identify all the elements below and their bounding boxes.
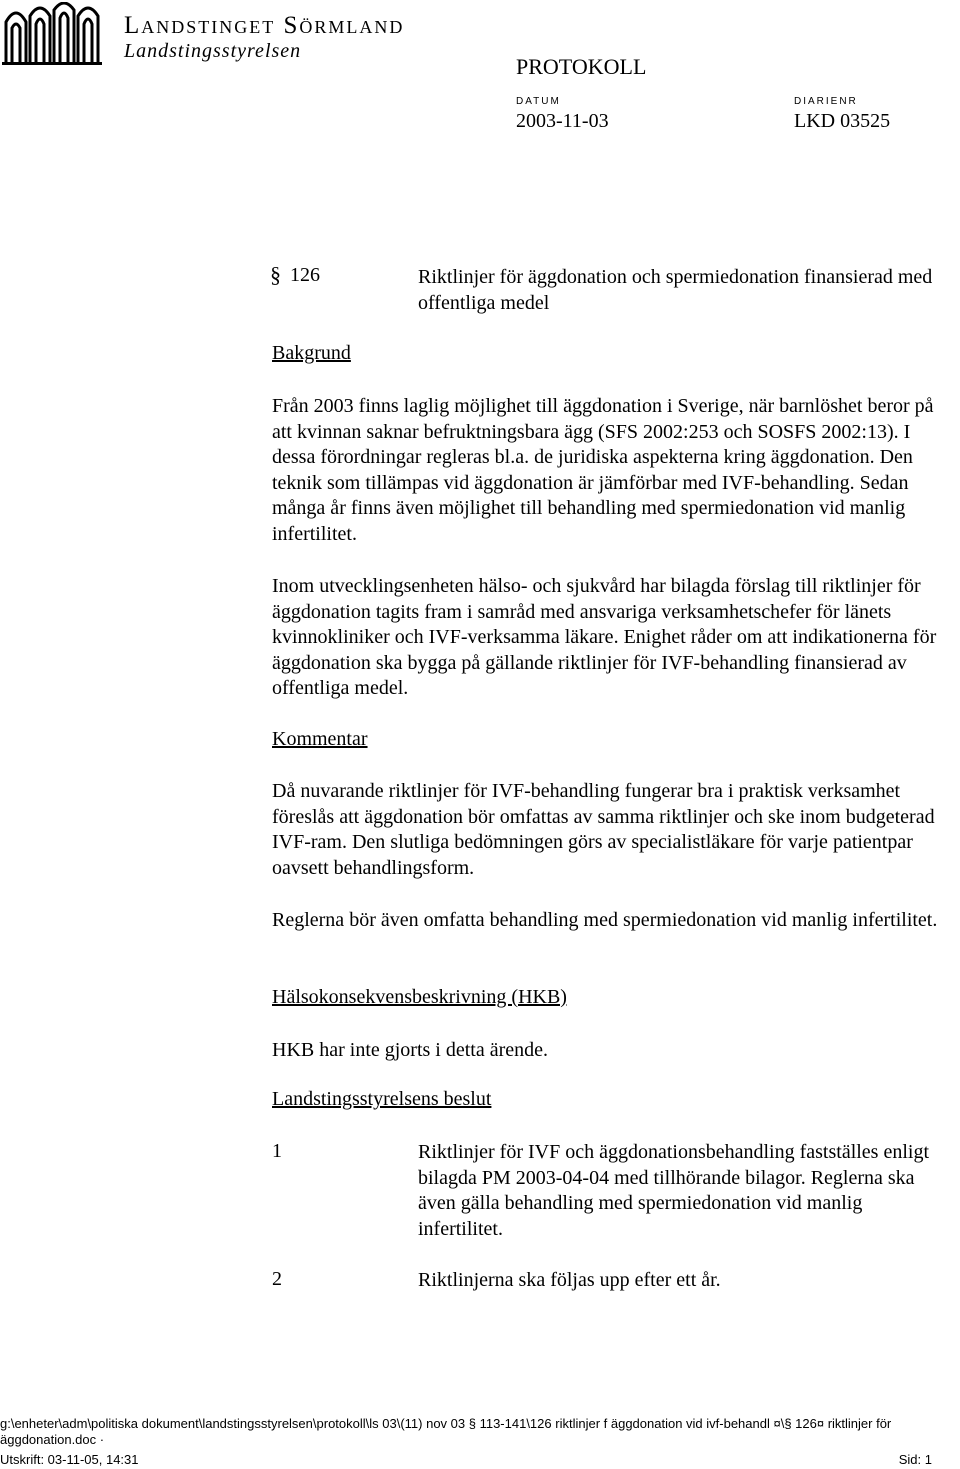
page-number: Sid: 1 xyxy=(898,1452,932,1467)
footer-file-path: g:\enheter\adm\politiska dokument\landstingsstyrelsen\protokoll\ls 03\(11) nov 03 § 113-141\126 riktlinjer f äggdonation vid ivf-behandl ¤\§ 126¤ riktlinjer för xyxy=(0,1416,892,1431)
kommentar-paragraph-2: Reglerna bör även omfatta behandling med spermiedonation vid manlig infertilitet. xyxy=(272,909,938,931)
hkb-paragraph: HKB har inte gjorts i detta ärende. xyxy=(272,1039,549,1061)
landsting-logo xyxy=(2,2,106,66)
beslut-item-text: Riktlinjer för IVF och äggdonationsbehandling fastställes enligt bilagda PM 2003-04-04 med tillhörande bilagor. Reglerna ska även gälla behandling med spermiedonation vid manlig infertilitet. xyxy=(418,1141,930,1240)
beslut-item-text: Riktlinjerna ska följas upp efter ett år. xyxy=(418,1269,721,1291)
kommentar-paragraph-1: Då nuvarande riktlinjer för IVF-behandling fungerar bra i praktisk verksamhet föreslås att äggdonation bör omfattas av samma riktlinjer och ske inom budgeterad IVF-ram. Den slutliga bedömningen görs av specialistläkare för varje patientpar oavsett behandlingsform. xyxy=(272,780,935,879)
bakgrund-paragraph-2: Inom utvecklingsenheten hälso- och sjukvård har bilagda förslag till riktlinjer för äggdonation tagits fram i samråd med ansvariga verksamhetschefer för länets kvinnokliniker och IVF-verksamma läkare. Enighet råder om att indikationerna för äggdonation ska bygga på gällande riktlinjer för IVF-behandling finansierad av offentliga medel. xyxy=(272,575,937,700)
heading-hkb: Hälsokonsekvensbeskrivning (HKB) xyxy=(272,986,567,1008)
org-subtitle: Landstingsstyrelsen xyxy=(124,40,302,62)
footer-print-date: Utskrift: 03-11-05, 14:31 xyxy=(0,1452,139,1467)
heading-bakgrund: Bakgrund xyxy=(272,342,351,364)
document-type: PROTOKOLL xyxy=(516,54,647,79)
heading-beslut: Landstingsstyrelsens beslut xyxy=(272,1088,492,1110)
diarienr-value: LKD 03525 xyxy=(794,110,891,132)
item-number: 126 xyxy=(290,264,320,286)
datum-value: 2003-11-03 xyxy=(516,110,609,132)
bakgrund-paragraph-1: Från 2003 finns laglig möjlighet till äggdonation i Sverige, när barnlöshet beror på att kvinnan saknar befruktningsbara ägg (SFS 2002:253 och SOSFS 2002:13). I dessa förordningar regleras bl.a. de juridiska aspekterna kring äggdonation. Den teknik som tillämpas vid äggdonation är jämförbar med IVF-behandling. Sedan många år finns även möjlighet till behandling med spermiedonation vid manlig infertilitet. xyxy=(272,395,934,545)
item-title: Riktlinjer för äggdonation och spermiedonation finansierad med offentliga medel xyxy=(418,266,933,314)
org-name: Landstinget Sörmland xyxy=(124,12,405,39)
beslut-item-number: 1 xyxy=(272,1140,282,1162)
diarienr-label: DIARIENR xyxy=(794,96,858,107)
beslut-item-number: 2 xyxy=(272,1268,282,1290)
paragraph-section-mark: § xyxy=(270,262,281,287)
datum-label: DATUM xyxy=(516,96,561,107)
heading-kommentar: Kommentar xyxy=(272,728,368,750)
footer-file-path-cont: äggdonation.doc · xyxy=(0,1432,105,1447)
